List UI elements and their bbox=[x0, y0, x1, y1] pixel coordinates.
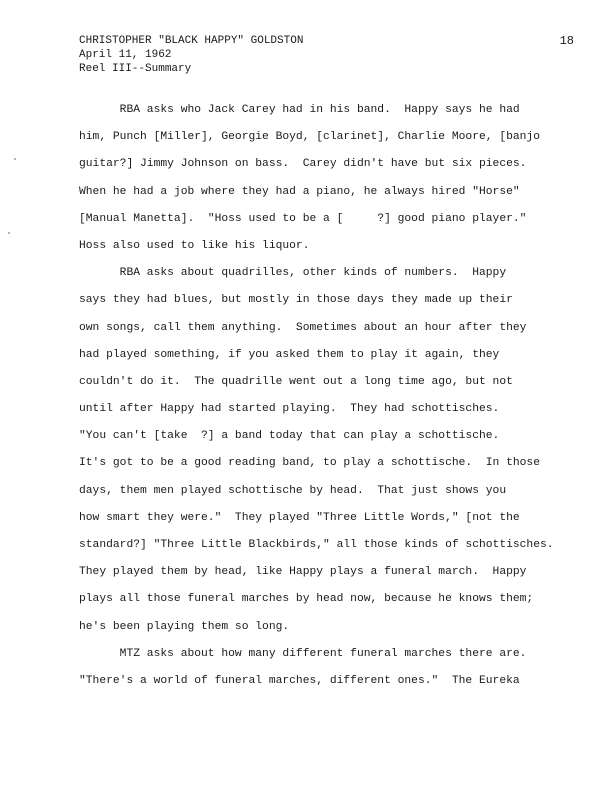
text-line: own songs, call them anything. Sometimes about an hour after they bbox=[79, 321, 527, 334]
scan-speck bbox=[14, 158, 16, 160]
text-line: says they had blues, but mostly in those days they made up their bbox=[79, 294, 513, 307]
text-line: plays all those funeral marches by head now, because he knows them; bbox=[79, 593, 534, 606]
text-line: him, Punch [Miller], Georgie Boyd, [clarinet], Charlie Moore, [banjo bbox=[79, 131, 540, 144]
header-date: April 11, 1962 bbox=[79, 49, 172, 61]
text-line: days, them men played schottische by head. That just shows you bbox=[79, 484, 507, 497]
text-line: couldn't do it. The quadrille went out a long time ago, but not bbox=[79, 375, 513, 388]
text-line: MTZ asks about how many different funeral marches there are. bbox=[79, 647, 527, 660]
page-number: 18 bbox=[559, 34, 574, 48]
text-line: guitar?] Jimmy Johnson on bass. Carey didn't have but six pieces. bbox=[79, 158, 527, 171]
text-line: RBA asks who Jack Carey had in his band. Happy says he had bbox=[79, 104, 520, 116]
header-title: CHRISTOPHER "BLACK HAPPY" GOLDSTON bbox=[79, 35, 304, 47]
text-line: It's got to be a good reading band, to play a schottische. In those bbox=[79, 457, 540, 470]
text-line: "You can't [take ?] a band today that can play a schottische. bbox=[79, 430, 500, 443]
text-line: They played them by head, like Happy plays a funeral march. Happy bbox=[79, 566, 527, 579]
header-reel: Reel III--Summary bbox=[79, 63, 192, 75]
text-line: how smart they were." They played "Three Little Words," [not the bbox=[79, 511, 520, 524]
text-line: Hoss also used to like his liquor. bbox=[79, 239, 310, 252]
page-header bbox=[79, 34, 303, 76]
text-line: [Manual Manetta]. "Hoss used to be a [ ?] good piano player." bbox=[79, 212, 527, 225]
text-line: until after Happy had started playing. They had schottisches. bbox=[79, 403, 500, 416]
text-line: "There's a world of funeral marches, different ones." The Eureka bbox=[79, 674, 520, 687]
text-line: When he had a job where they had a piano, he always hired "Horse" bbox=[79, 185, 520, 198]
text-line: he's been playing them so long. bbox=[79, 620, 290, 633]
text-line: standard?] "Three Little Blackbirds," all those kinds of schottisches. bbox=[79, 539, 554, 551]
text-line: RBA asks about quadrilles, other kinds of numbers. Happy bbox=[79, 267, 507, 280]
summary-body bbox=[79, 97, 599, 695]
scan-speck bbox=[8, 232, 10, 234]
text-line: had played something, if you asked them to play it again, they bbox=[79, 348, 500, 361]
